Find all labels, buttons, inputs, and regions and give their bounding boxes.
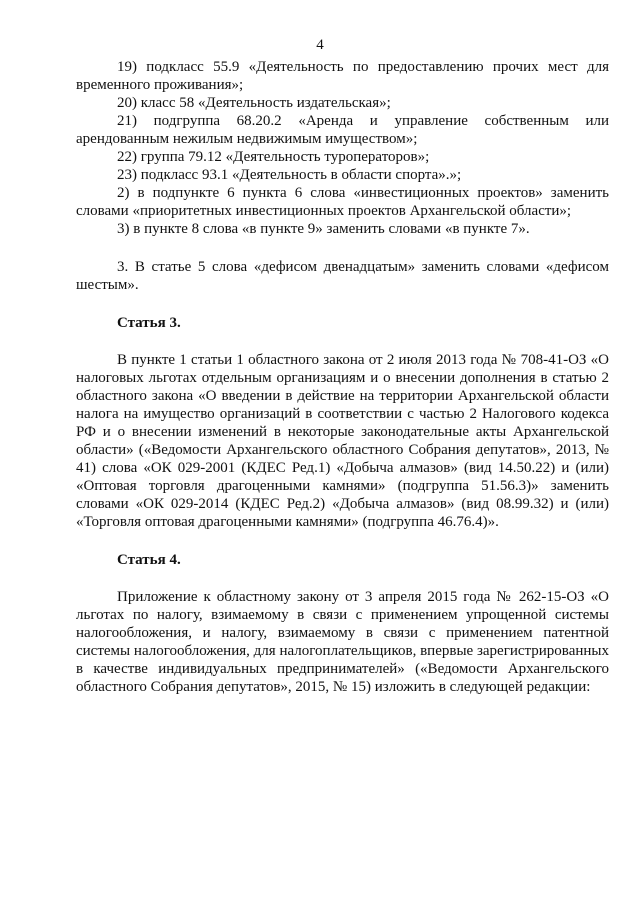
amendment-subpoint-3: 3) в пункте 8 слова «в пункте 9» заменить словами «в пункте 7». xyxy=(117,221,530,237)
amendment-item-20: 20) класс 58 «Деятельность издательская»; xyxy=(117,95,391,111)
point-3-paragraph: 3. В статье 5 слова «дефисом двенадцатым» заменить словами «дефисом шестым». xyxy=(76,259,609,293)
article-3-text: В пункте 1 статьи 1 областного закона от 2 июля 2013 года № 708-41-ОЗ «О налоговых льготах отдельным организациям и о внесении дополнения в статью 2 областного закона «О введении в действие на территории Архангельской области налога на имущество организаций в соответствии с частью 2 Налогового кодекса РФ и о внесении изменений в некоторые законодательные акты Архангельской области» («Ведомости Архангельского областного Собрания депутатов», 2013, № 41) слова «ОК 029-2001 (КДЕС Ред.1) «Добыча алмазов» (вид 14.50.22) и (или) «Оптовая торговля драгоценными камнями» (подгруппа 51.56.3)» заменить словами «ОК 029-2014 (КДЕС Ред.2) «Добыча алмазов» (вид 08.99.32) и (или) «Торговля оптовая драгоценными камнями» (подгруппа 46.76.4)». xyxy=(76,352,609,530)
document-body xyxy=(76,58,609,696)
article-4-text: Приложение к областному закону от 3 апреля 2015 года № 262-15-ОЗ «О льготах по налогу, взимаемому в связи с применением упрощенной системы налогообложения, и налогу, взимаемому в связи с применением патентной системы налогообложения, для налогоплательщиков, впервые зарегистрированных в качестве индивидуальных предпринимателей» («Ведомости Архангельского областного Собрания депутатов», 2015, № 15) изложить в следующей редакции: xyxy=(76,589,609,695)
page-number: 4 xyxy=(316,37,324,53)
amendment-item-22: 22) группа 79.12 «Деятельность туроператоров»; xyxy=(117,149,430,165)
amendment-subpoint-2: 2) в подпункте 6 пункта 6 слова «инвестиционных проектов» заменить словами «приоритетных инвестиционных проектов Архангельской области»; xyxy=(76,185,609,219)
amendment-item-19: 19) подкласс 55.9 «Деятельность по предоставлению прочих мест для временного проживания»; xyxy=(76,59,609,93)
article-3-heading: Статья 3. xyxy=(117,315,181,331)
amendment-item-21: 21) подгруппа 68.20.2 «Аренда и управление собственным или арендованным нежилым недвижимым имуществом»; xyxy=(76,113,609,147)
amendment-item-23: 23) подкласс 93.1 «Деятельность в области спорта».»; xyxy=(117,167,462,183)
article-4-heading: Статья 4. xyxy=(117,552,181,568)
